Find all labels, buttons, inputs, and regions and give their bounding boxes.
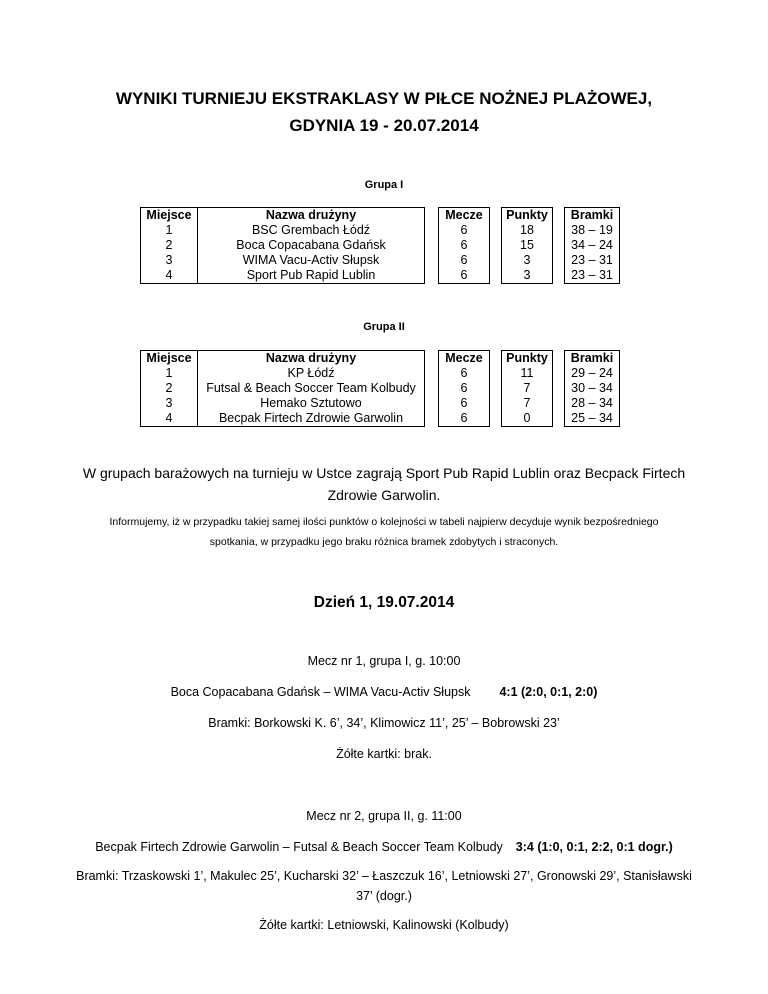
- row-goals: 23 – 31: [565, 253, 620, 268]
- row-place: 4: [141, 411, 198, 427]
- rule-note: [0, 512, 768, 552]
- table-row: [141, 381, 620, 396]
- col-place-header: Miejsce: [141, 208, 198, 224]
- title-line-1: WYNIKI TURNIEJU EKSTRAKLASY W PIŁCE NOŻNEJ PLAŻOWEJ,: [115, 89, 653, 108]
- row-games: 6: [439, 396, 490, 411]
- match-1-teams: Boca Copacabana Gdańsk – WIMA Vacu-Activ Słupsk: [170, 685, 471, 699]
- playoff-note: [0, 462, 768, 506]
- row-goals: 23 – 31: [565, 268, 620, 284]
- row-games: 6: [439, 381, 490, 396]
- row-games: 6: [439, 253, 490, 268]
- row-goals: 30 – 34: [565, 381, 620, 396]
- group-1-title: Grupa I: [364, 179, 404, 191]
- day-1-title: Dzień 1, 19.07.2014: [313, 594, 455, 611]
- row-points: 0: [502, 411, 553, 427]
- row-goals: 28 – 34: [565, 396, 620, 411]
- col-place-header: Miejsce: [141, 351, 198, 367]
- match-2-goals-line-2: 37’ (dogr.): [356, 889, 412, 903]
- table-row: [141, 366, 620, 381]
- row-goals: 25 – 34: [565, 411, 620, 427]
- group-2-table: [140, 350, 620, 427]
- row-games: 6: [439, 366, 490, 381]
- row-place: 1: [141, 366, 198, 381]
- group-1-table: [140, 207, 620, 284]
- rule-note-line-2: spotkania, w przypadku jego braku różnica bramek zdobytych i straconych.: [209, 536, 559, 548]
- document-title: [0, 85, 768, 139]
- row-games: 6: [439, 238, 490, 253]
- row-team: BSC Grembach Łódź: [198, 223, 425, 238]
- row-points: 3: [502, 268, 553, 284]
- col-goals-header: Bramki: [565, 208, 620, 224]
- table-row: [141, 268, 620, 284]
- table-row: [141, 223, 620, 238]
- row-team: KP Łódź: [198, 366, 425, 381]
- match-2-header: Mecz nr 2, grupa II, g. 11:00: [306, 809, 462, 823]
- match-1-cards: Żółte kartki: brak.: [336, 747, 432, 761]
- group-2-title: Grupa II: [363, 321, 405, 333]
- row-goals: 29 – 24: [565, 366, 620, 381]
- row-points: 18: [502, 223, 553, 238]
- row-place: 4: [141, 268, 198, 284]
- match-2-goals: [0, 866, 768, 906]
- match-2-cards: Żółte kartki: Letniowski, Kalinowski (Kolbudy): [259, 918, 509, 932]
- row-team: Sport Pub Rapid Lublin: [198, 268, 425, 284]
- row-goals: 38 – 19: [565, 223, 620, 238]
- rule-note-line-1: Informujemy, iż w przypadku takiej samej ilości punktów o kolejności w tabeli najpierw decyduje wynik bezpośredniego: [109, 516, 659, 528]
- col-team-header: Nazwa drużyny: [198, 208, 425, 224]
- table-header-row: [141, 351, 620, 367]
- match-1-header: Mecz nr 1, grupa I, g. 10:00: [307, 654, 461, 668]
- row-place: 2: [141, 381, 198, 396]
- match-2-goals-line-1: Bramki: Trzaskowski 1’, Makulec 25’, Kucharski 32’ – Łaszczuk 16’, Letniowski 27’, Gronowski 29’, Stanisławski: [76, 869, 692, 883]
- col-games-header: Mecze: [439, 208, 490, 224]
- row-games: 6: [439, 223, 490, 238]
- row-games: 6: [439, 268, 490, 284]
- col-points-header: Punkty: [502, 351, 553, 367]
- match-2-score: 3:4 (1:0, 0:1, 2:2, 0:1 dogr.): [515, 840, 673, 854]
- row-points: 3: [502, 253, 553, 268]
- row-team: WIMA Vacu-Activ Słupsk: [198, 253, 425, 268]
- row-points: 15: [502, 238, 553, 253]
- match-1-result: [0, 682, 768, 702]
- table-row: [141, 396, 620, 411]
- row-place: 3: [141, 396, 198, 411]
- row-place: 1: [141, 223, 198, 238]
- table-row: [141, 411, 620, 427]
- row-team: Futsal & Beach Soccer Team Kolbudy: [198, 381, 425, 396]
- match-1-goals: Bramki: Borkowski K. 6’, 34’, Klimowicz 11’, 25’ – Bobrowski 23’: [208, 716, 560, 730]
- col-team-header: Nazwa drużyny: [198, 351, 425, 367]
- match-2-result: [0, 837, 768, 857]
- row-team: Becpak Firtech Zdrowie Garwolin: [198, 411, 425, 427]
- row-team: Boca Copacabana Gdańsk: [198, 238, 425, 253]
- playoff-note-line-1: W grupach barażowych na turnieju w Ustce zagrają Sport Pub Rapid Lublin oraz Becpack Firtech: [82, 465, 686, 481]
- row-points: 7: [502, 396, 553, 411]
- row-points: 11: [502, 366, 553, 381]
- row-games: 6: [439, 411, 490, 427]
- match-2-teams: Becpak Firtech Zdrowie Garwolin – Futsal & Beach Soccer Team Kolbudy: [95, 840, 503, 854]
- row-goals: 34 – 24: [565, 238, 620, 253]
- col-goals-header: Bramki: [565, 351, 620, 367]
- row-place: 2: [141, 238, 198, 253]
- table-row: [141, 253, 620, 268]
- table-header-row: [141, 208, 620, 224]
- row-points: 7: [502, 381, 553, 396]
- match-1-score: 4:1 (2:0, 0:1, 2:0): [499, 685, 598, 699]
- table-row: [141, 238, 620, 253]
- playoff-note-line-2: Zdrowie Garwolin.: [327, 487, 441, 503]
- row-place: 3: [141, 253, 198, 268]
- col-points-header: Punkty: [502, 208, 553, 224]
- col-games-header: Mecze: [439, 351, 490, 367]
- row-team: Hemako Sztutowo: [198, 396, 425, 411]
- title-line-2: GDYNIA 19 - 20.07.2014: [289, 116, 479, 135]
